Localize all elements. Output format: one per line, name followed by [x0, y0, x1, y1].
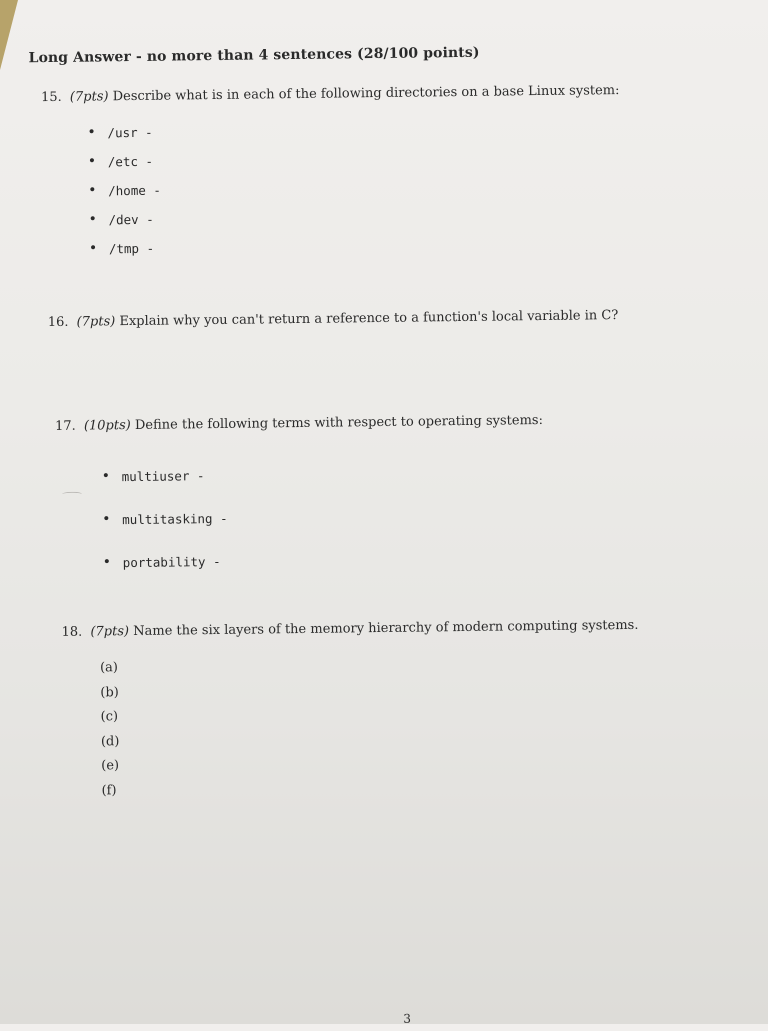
- question-number: 18.: [61, 624, 83, 640]
- list-item: (e): [101, 758, 120, 774]
- question-17: [55, 413, 543, 434]
- question-text: Explain why you can't return a reference to a function's local variable in C?: [119, 308, 619, 330]
- question-points: (7pts): [76, 314, 116, 330]
- list-item: • /home -: [88, 183, 161, 213]
- question-number: 17.: [54, 418, 76, 434]
- list-item: • /usr -: [87, 125, 160, 155]
- section-title: Long Answer - no more than 4 sentences (28/100 points): [28, 44, 480, 67]
- question-18: [62, 618, 639, 640]
- list-item: • multiuser -: [102, 468, 228, 513]
- list-item: • multitasking -: [102, 511, 228, 556]
- list-item: • /etc -: [88, 154, 161, 184]
- list-item: • /dev -: [88, 212, 161, 242]
- list-item: (c): [100, 709, 119, 725]
- list-item: (a): [99, 660, 119, 676]
- question-text: Name the six layers of the memory hierarchy of modern computing systems.: [133, 617, 639, 640]
- question-15: [41, 83, 620, 105]
- list-item: (f): [101, 782, 117, 798]
- question-points: (7pts): [90, 624, 130, 640]
- question-number: 15.: [40, 89, 62, 106]
- question-text: Describe what is in each of the following directories on a base Linux system:: [112, 83, 620, 105]
- pencil-mark: [62, 492, 82, 497]
- list-item: • /tmp -: [89, 241, 162, 271]
- question-points: (10pts): [83, 418, 131, 434]
- question-16: [48, 308, 619, 330]
- question-number: 16.: [47, 314, 69, 331]
- list-item: (d): [100, 733, 120, 749]
- list-item: • portability -: [103, 554, 229, 599]
- page-number: 3: [403, 1011, 412, 1026]
- terms-list: [102, 468, 229, 599]
- question-text: Define the following terms with respect to operating systems:: [134, 413, 544, 433]
- question-points: (7pts): [69, 89, 109, 105]
- list-item: (b): [100, 684, 119, 700]
- directory-list: [87, 125, 161, 271]
- memory-layers-list: [100, 660, 120, 807]
